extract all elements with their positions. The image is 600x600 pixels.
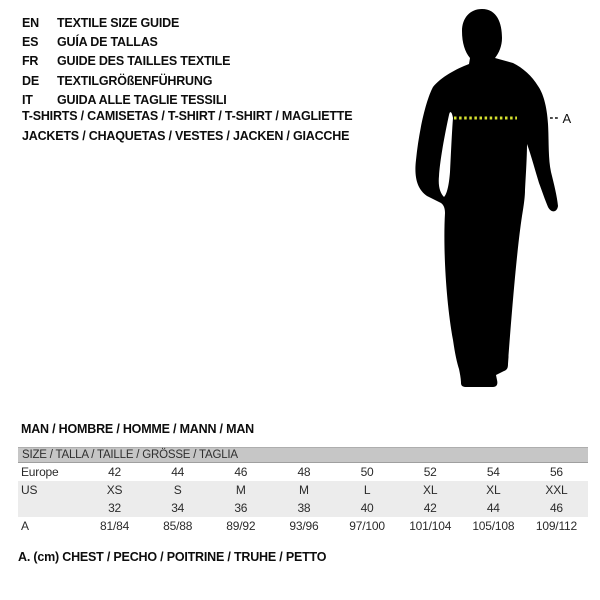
table-row <box>18 499 588 517</box>
size-value-cell: XL <box>486 483 501 497</box>
language-code: IT <box>22 93 33 108</box>
size-value-cell: S <box>173 483 182 497</box>
size-value-cell: 50 <box>360 465 374 479</box>
size-value-cell: M <box>299 483 309 497</box>
size-value-cell: 109/112 <box>535 519 577 533</box>
language-code: FR <box>22 54 39 69</box>
size-value-cell: M <box>235 483 246 497</box>
size-value-cell: 52 <box>423 465 437 479</box>
size-value-cell: 44 <box>486 501 500 515</box>
language-code: DE <box>22 73 39 88</box>
size-value-cell: XS <box>106 483 123 497</box>
size-value-cell: 89/92 <box>226 519 256 533</box>
category-line: JACKETS / CHAQUETAS / VESTES / JACKEN / GIACCHE <box>22 129 350 143</box>
language-row <box>22 52 230 71</box>
language-label: TEXTILE SIZE GUIDE <box>57 15 180 30</box>
size-value-cell: 56 <box>549 465 563 479</box>
table-row <box>18 517 588 535</box>
man-silhouette <box>415 9 558 387</box>
size-table <box>18 447 588 535</box>
man-silhouette-svg <box>400 0 580 400</box>
man-silhouette-figure <box>400 0 580 400</box>
language-row <box>22 13 230 32</box>
size-value-cell: 42 <box>108 465 122 479</box>
language-label: GUÍA DE TALLAS <box>57 35 158 50</box>
size-value-cell: 105/108 <box>472 519 515 533</box>
size-value-cell: XL <box>423 483 438 497</box>
size-value-cell: 81/84 <box>100 519 130 533</box>
section-title-man: MAN / HOMBRE / HOMME / MANN / MAN <box>21 422 254 436</box>
size-value-cell: 54 <box>486 465 500 479</box>
size-value-cell: L <box>363 483 371 497</box>
language-code: EN <box>22 15 39 30</box>
size-value-cell: 93/96 <box>289 519 319 533</box>
size-value-cell: XXL <box>545 483 568 497</box>
measure-label-a: A <box>562 111 572 126</box>
row-label: US <box>21 483 38 497</box>
category-lines <box>22 106 352 146</box>
size-value-cell: 34 <box>171 501 185 515</box>
size-value-cell: 42 <box>423 501 437 515</box>
row-label: Europe <box>21 465 59 479</box>
size-value-cell: 46 <box>234 465 248 479</box>
table-row <box>18 463 588 481</box>
language-code: ES <box>22 35 39 50</box>
row-label: A <box>21 519 29 533</box>
language-label: GUIDE DES TAILLES TEXTILE <box>57 54 231 69</box>
size-value-cell: 40 <box>360 501 374 515</box>
size-value-cell: 38 <box>297 501 311 515</box>
category-line: T-SHIRTS / CAMISETAS / T-SHIRT / T-SHIRT / MAGLIETTE <box>22 109 353 123</box>
language-label: TEXTILGRÖßENFÜHRUNG <box>57 73 213 88</box>
language-row <box>22 71 230 90</box>
language-list <box>22 13 230 110</box>
size-value-cell: 97/100 <box>349 519 385 533</box>
size-value-cell: 46 <box>549 501 563 515</box>
size-value-cell: 36 <box>234 501 248 515</box>
language-label: GUIDA ALLE TAGLIE TESSILI <box>57 93 227 108</box>
table-row <box>18 481 588 499</box>
size-value-cell: 85/88 <box>163 519 193 533</box>
size-value-cell: 101/104 <box>409 519 452 533</box>
size-value-cell: 44 <box>171 465 185 479</box>
measurement-footnote: A. (cm) CHEST / PECHO / POITRINE / TRUHE / PETTO <box>18 550 327 564</box>
language-row <box>22 32 230 51</box>
size-value-cell: 48 <box>297 465 311 479</box>
size-value-cell: 32 <box>108 501 122 515</box>
size-table-header: SIZE / TALLA / TAILLE / GRÖSSE / TAGLIA <box>18 447 588 463</box>
size-table-body <box>18 463 588 535</box>
